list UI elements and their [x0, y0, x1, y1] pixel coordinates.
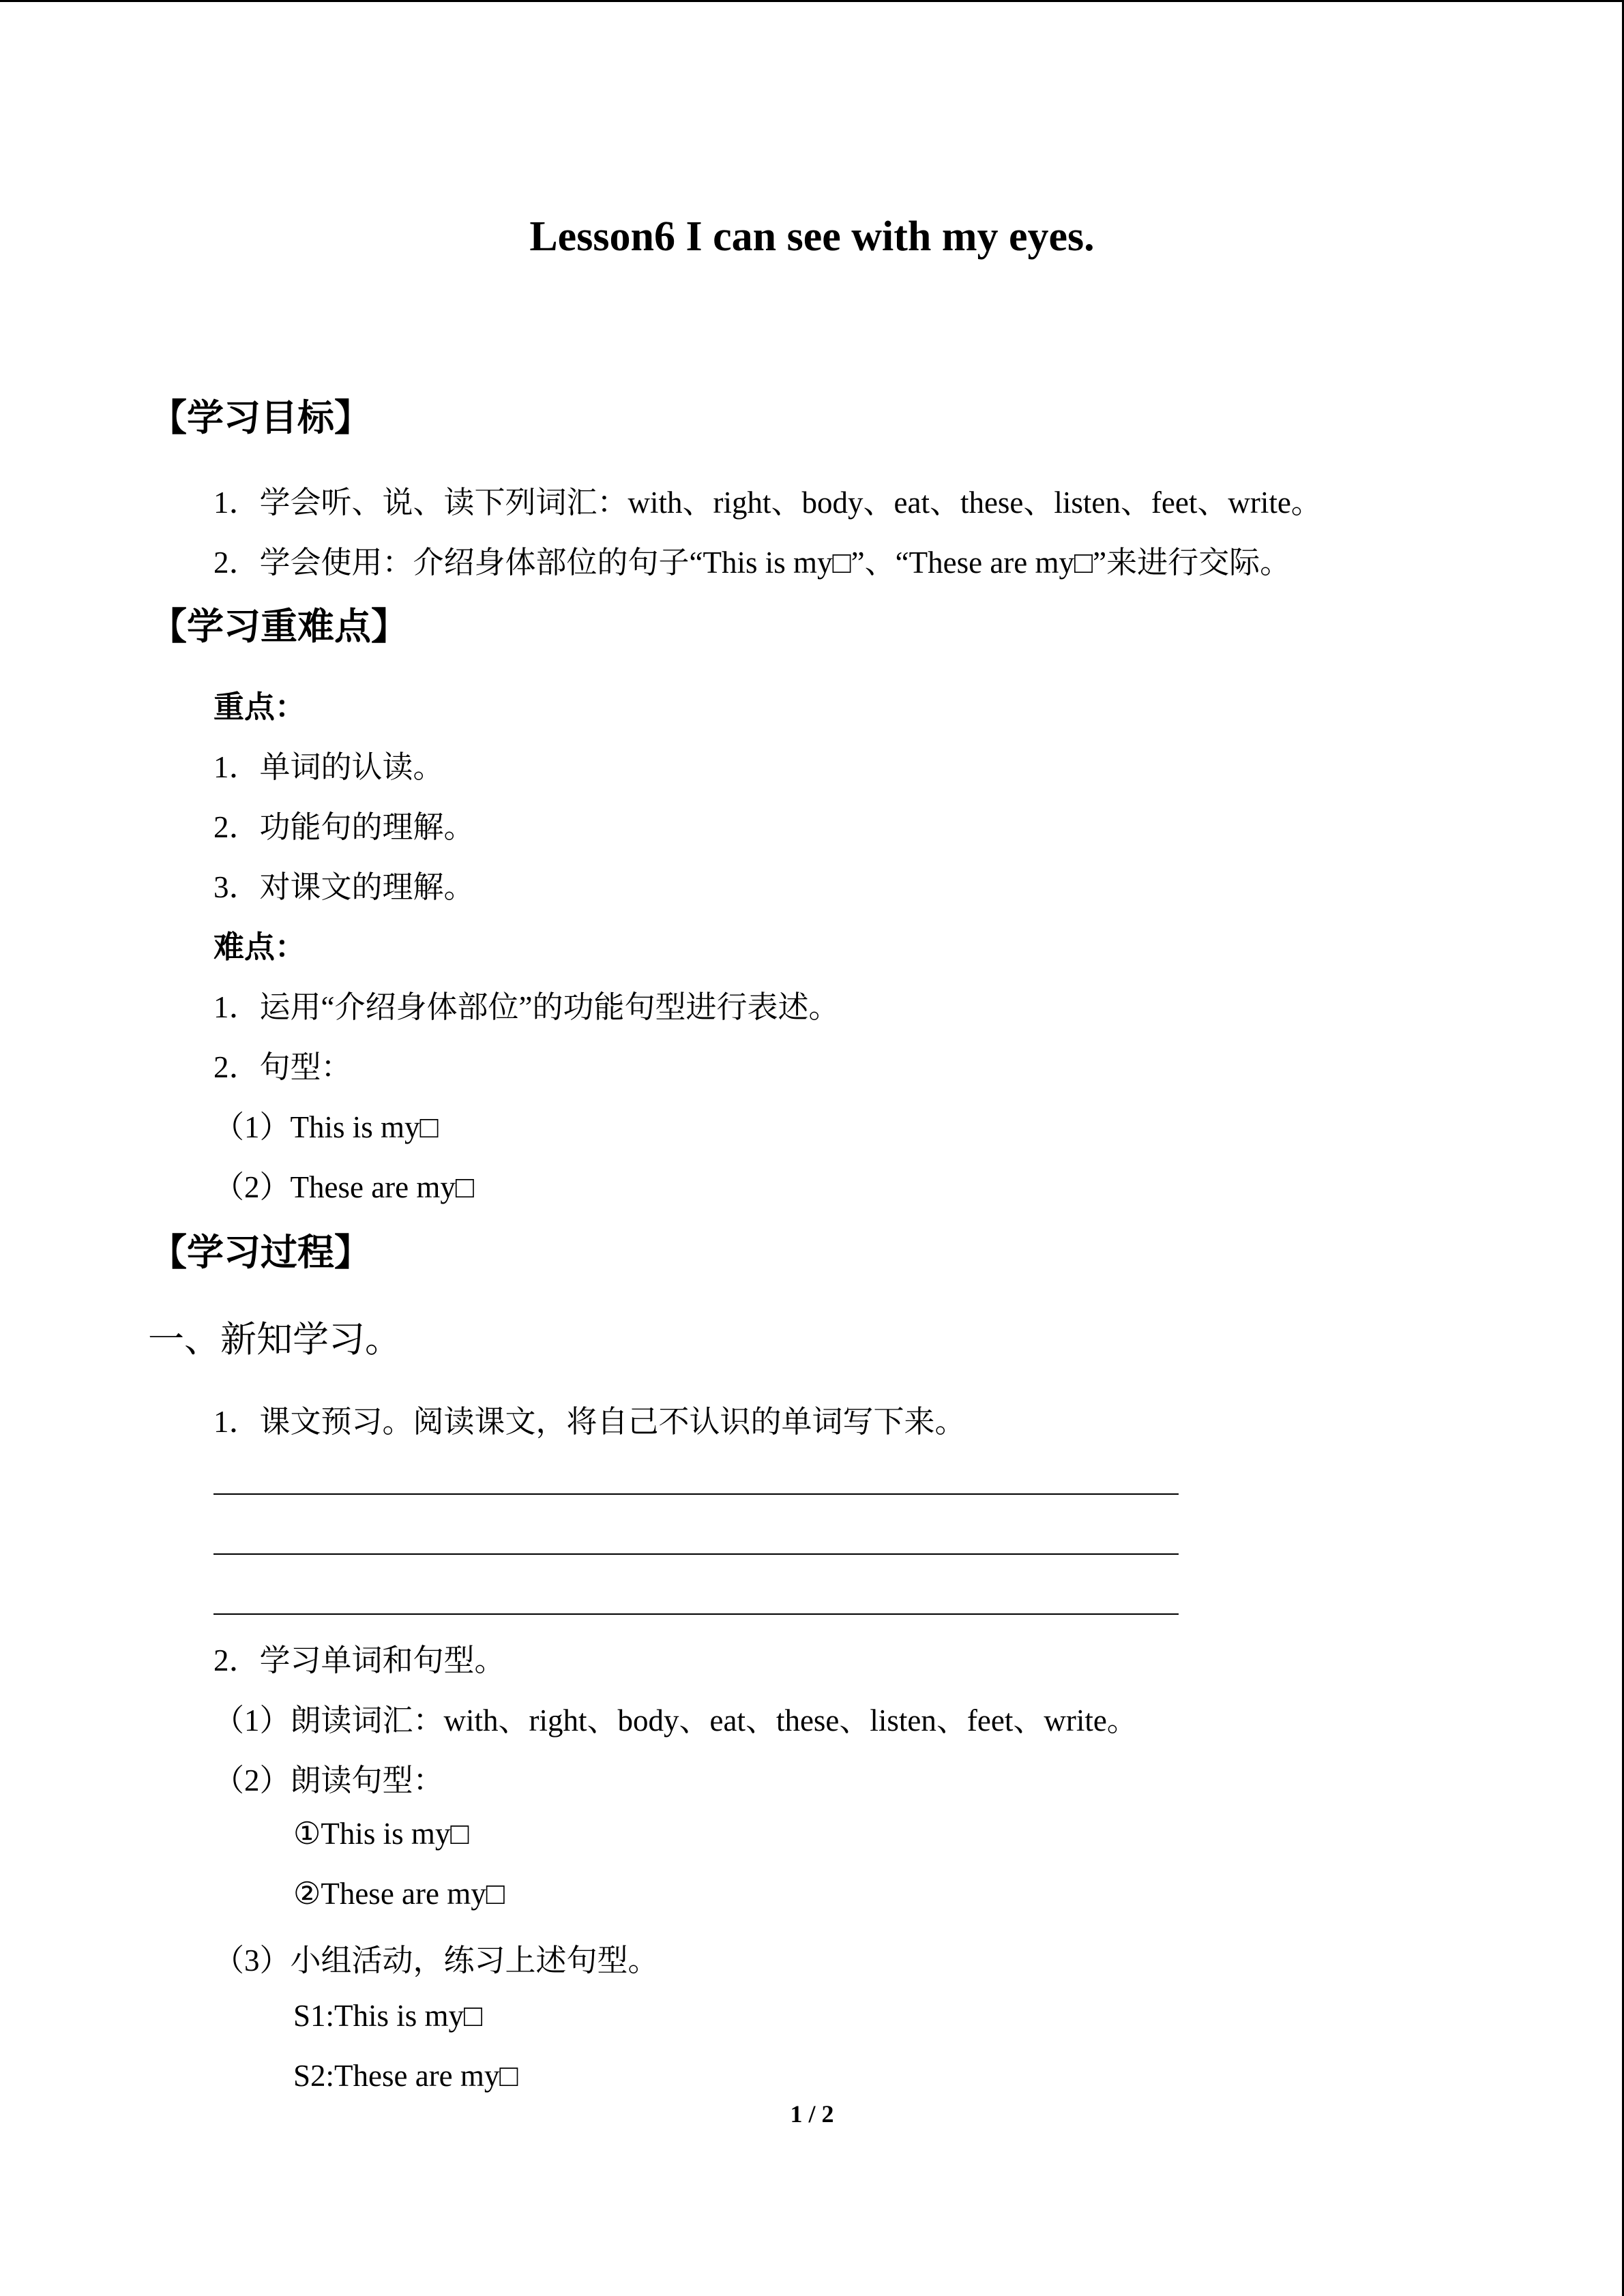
page-border-top [0, 0, 1624, 2]
difficulty-label: 难点： [213, 930, 306, 964]
page-number: 1 / 2 [790, 2100, 834, 2128]
sub-step-3: （3）小组活动，练习上述句型。 [213, 1943, 659, 1978]
process-heading: 【学习过程】 [150, 1232, 371, 1273]
answer-line-2 [213, 1553, 1179, 1555]
goal-item-1: 1．学会听、说、读下列词汇：with、right、body、eat、these、listen、feet、write。 [213, 486, 1322, 520]
sub-step-1: （1）朗读词汇：with、right、body、eat、these、listen、feet、write。 [213, 1703, 1138, 1738]
pattern-item-2: （2）These are my□ [213, 1170, 475, 1204]
sub-step-2-item-2: ②These are my□ [293, 1877, 505, 1911]
answer-line-3 [213, 1613, 1179, 1615]
goal-item-2: 2．学会使用：介绍身体部位的句子“This is my□”、“These are my□”来进行交际。 [213, 546, 1291, 580]
sub-step-3-item-1: S1:This is my□ [293, 1999, 483, 2033]
sub-step-2: （2）朗读句型： [213, 1763, 444, 1798]
difficulty-item-2: 2．句型： [213, 1050, 352, 1084]
sub-step-3-item-2: S2:These are my□ [293, 2059, 518, 2093]
focus-item-1: 1．单词的认读。 [213, 750, 444, 784]
section-new-learning: 一、新知学习。 [148, 1320, 401, 1360]
difficulty-item-1: 1．运用“介绍身体部位”的功能句型进行表述。 [213, 990, 840, 1024]
focus-item-2: 2．功能句的理解。 [213, 810, 475, 844]
answer-line-1 [213, 1493, 1179, 1495]
document-title: Lesson6 I can see with my eyes. [529, 213, 1095, 260]
pattern-item-1: （1）This is my□ [213, 1110, 439, 1144]
key-points-heading: 【学习重难点】 [150, 606, 408, 647]
sub-step-2-item-1: ①This is my□ [293, 1817, 469, 1851]
goals-heading: 【学习目标】 [150, 398, 371, 438]
step-1: 1．课文预习。阅读课文，将自己不认识的单词写下来。 [213, 1405, 966, 1439]
step-2: 2．学习单词和句型。 [213, 1643, 505, 1678]
focus-item-3: 3．对课文的理解。 [213, 870, 475, 904]
focus-label: 重点： [213, 690, 306, 724]
